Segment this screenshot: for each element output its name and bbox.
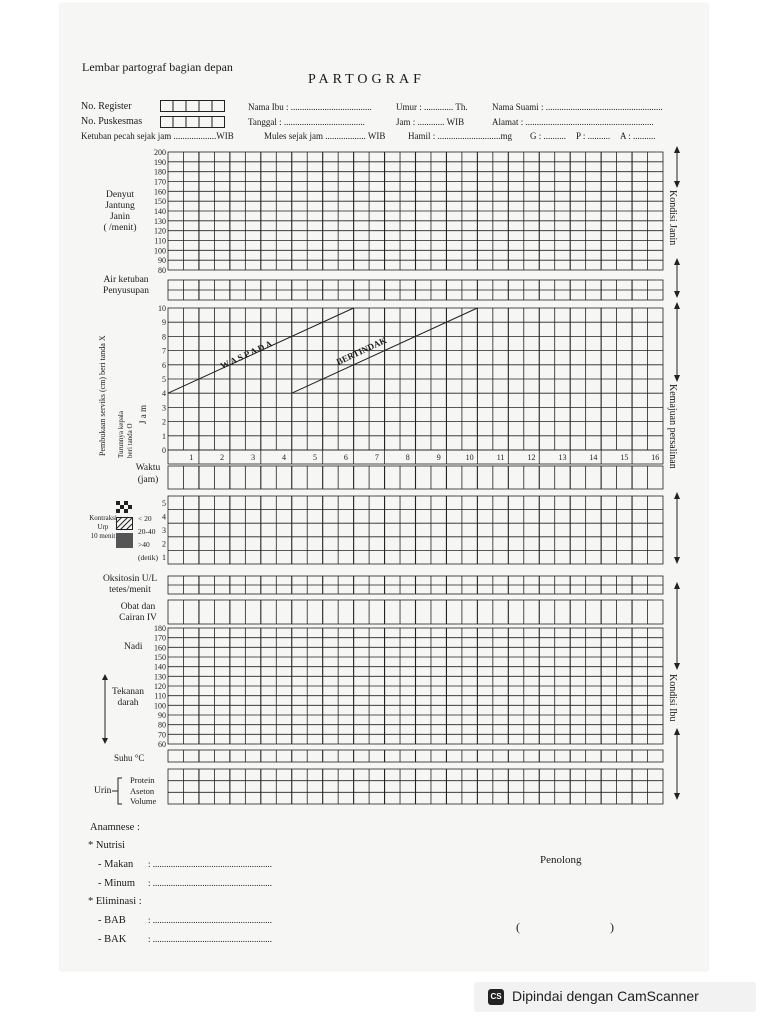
urin-grid xyxy=(168,769,663,804)
djj-tick: 190 xyxy=(154,157,166,167)
oksitosin-label: Oksitosin U/L tetes/menit xyxy=(102,574,158,595)
bab-label: - BAB xyxy=(98,915,126,926)
nutrisi-label: * Nutrisi xyxy=(88,840,126,851)
tekanan-darah-label: Tekanan darah xyxy=(111,687,145,708)
cervix-tick: 9 xyxy=(162,318,166,328)
djj-tick: 120 xyxy=(154,226,166,236)
kemajuan-arrow-bottom-tail xyxy=(674,557,680,564)
kontraksi-tick: 4 xyxy=(162,512,166,522)
signature-paren-open: ( xyxy=(516,920,520,934)
djj-tick: 180 xyxy=(154,167,166,177)
ibu-arrow-bottom-head xyxy=(674,728,680,735)
djj-tick: 130 xyxy=(154,216,166,226)
hour-label: 6 xyxy=(343,453,348,462)
janin-arrow-bottom-head xyxy=(674,258,680,265)
hour-label: 12 xyxy=(527,453,536,462)
djj-tick: 140 xyxy=(154,207,166,216)
djj-label: Denyut Jantung Janin ( /menit) xyxy=(103,190,137,233)
bp-tick: 90 xyxy=(158,711,166,720)
bp-tick: 110 xyxy=(154,691,166,701)
ibu-arrow-top-tail xyxy=(674,663,680,670)
janin-arrow-top-head xyxy=(674,146,680,153)
djj-grid xyxy=(168,152,663,270)
minum-field[interactable]: : ..................................................... xyxy=(148,878,273,888)
djj-tick: 110 xyxy=(154,236,166,246)
djj-tick: 80 xyxy=(158,266,166,275)
kontraksi-label: Kontraksi Urp 10 menit xyxy=(89,514,117,540)
djj-tick: 170 xyxy=(154,177,166,187)
waktu-label: Waktu (jam) xyxy=(135,463,161,485)
bp-tick: 140 xyxy=(154,662,166,672)
kontraksi-grid xyxy=(168,496,663,564)
waspada-label: W A S P A D A xyxy=(218,338,274,372)
cervix-tick: 8 xyxy=(162,332,166,342)
urin-items: Protein Aseton Volume xyxy=(130,775,157,806)
cervix-tick: 2 xyxy=(162,417,166,427)
jam-field[interactable]: Jam : ............ WIB xyxy=(396,117,465,127)
mules-field[interactable]: Mules sejak jam .................. WIB xyxy=(264,131,386,141)
kondisi-ibu-label: Kondisi Ibu xyxy=(667,674,678,722)
makan-label: - Makan xyxy=(98,859,134,870)
hour-label: 14 xyxy=(589,453,598,462)
bp-tick: 70 xyxy=(158,730,166,740)
nama-suami-field[interactable]: Nama Suami : .................................................... xyxy=(492,102,663,112)
cervix-tick: 6 xyxy=(162,360,166,370)
urin-bracket-icon xyxy=(112,776,132,806)
hour-label: 13 xyxy=(558,453,567,462)
minum-label: - Minum xyxy=(98,878,136,889)
djj-tick: 100 xyxy=(154,246,166,256)
air-ketuban-label: Air ketuban Penyusupan xyxy=(103,275,149,296)
obat-grid xyxy=(168,600,663,624)
djj-tick: 160 xyxy=(154,187,166,197)
oksitosin-grid xyxy=(168,576,663,594)
cervix-tick: 7 xyxy=(162,346,166,356)
hour-label: 4 xyxy=(282,453,287,462)
hour-label: 2 xyxy=(220,453,225,462)
jam-vertical-label: J a m xyxy=(138,405,148,424)
bak-label: - BAK xyxy=(98,934,127,945)
bab-field[interactable]: : ..................................................... xyxy=(148,915,273,925)
bertindak-label: BERTINDAK xyxy=(334,335,389,368)
kontraksi-tick: 1 xyxy=(162,553,166,563)
bp-tick: 130 xyxy=(154,672,166,682)
bp-arrow-icon xyxy=(100,674,110,744)
bp-tick: 160 xyxy=(154,643,166,653)
kemajuan-arrow-bottom-head xyxy=(674,492,680,499)
sheet-title: Lembar partograf bagian depan xyxy=(82,60,233,74)
djj-tick: 90 xyxy=(158,256,166,266)
hour-label: 15 xyxy=(620,453,629,462)
camscanner-badge xyxy=(474,982,756,1012)
cervix-tick: 10 xyxy=(158,304,166,313)
penolong-label: Penolong xyxy=(540,854,582,866)
makan-field[interactable]: : ..................................................... xyxy=(148,859,273,869)
a-field[interactable]: A : .......... xyxy=(620,131,656,141)
nama-ibu-field[interactable]: Nama Ibu : .................................... xyxy=(248,102,372,112)
document-page xyxy=(60,4,708,970)
janin-arrow-bottom-tail xyxy=(674,291,680,298)
hour-label: 3 xyxy=(251,453,256,462)
djj-tick: 150 xyxy=(154,197,166,207)
hour-label: 8 xyxy=(405,453,410,462)
cervix-tick: 0 xyxy=(162,446,166,455)
no-puskesmas-label: No. Puskesmas xyxy=(81,116,143,127)
eliminasi-label: * Eliminasi : xyxy=(88,896,142,907)
hour-label: 5 xyxy=(312,453,317,462)
camscanner-logo-icon: CS xyxy=(488,989,504,1005)
hour-label: 10 xyxy=(465,453,474,462)
pembukaan-label: Pembukaan serviks (cm) beri tanda X xyxy=(98,335,107,456)
bp-tick: 150 xyxy=(154,653,166,662)
partograph-grids xyxy=(60,4,708,970)
nadi-bp-grid xyxy=(168,628,663,744)
kontraksi-legend: < 20 20-40 >40 (detik) xyxy=(138,514,158,562)
turunnya-label: Turunnya kepala beri tanda O xyxy=(117,411,134,458)
hamil-field[interactable]: Hamil : ............................mg xyxy=(408,131,512,141)
bp-tick: 170 xyxy=(154,633,166,643)
umur-field[interactable]: Umur : ............. Th. xyxy=(396,102,468,112)
ibu-arrow-top-head xyxy=(674,582,680,589)
suhu-label: Suhu °C xyxy=(114,753,145,763)
signature-paren-close: ) xyxy=(610,920,614,934)
bp-tick: 100 xyxy=(154,701,166,711)
g-field[interactable]: G : .......... xyxy=(530,131,566,141)
bp-tick: 80 xyxy=(158,720,166,730)
hour-label: 7 xyxy=(374,453,379,462)
kemajuan-arrow-top-head xyxy=(674,302,680,309)
air-ketuban-grid xyxy=(168,280,663,300)
p-field[interactable]: P : .......... xyxy=(576,131,611,141)
kondisi-janin-label: Kondisi Janin xyxy=(667,190,678,246)
cervix-tick: 5 xyxy=(162,375,166,384)
hour-label: 11 xyxy=(496,453,505,462)
cervix-tick: 3 xyxy=(162,403,166,413)
janin-arrow-top-tail xyxy=(674,181,680,188)
kontraksi-tick: 3 xyxy=(162,526,166,535)
suhu-grid xyxy=(168,750,663,762)
bp-tick: 120 xyxy=(154,682,166,691)
obat-label: Obat dan Cairan IV xyxy=(119,602,157,623)
kontraksi-tick: 2 xyxy=(162,539,166,549)
kemajuan-persalinan-label: Kemajuan persalinan xyxy=(667,384,678,469)
cervix-tick: 1 xyxy=(162,431,166,441)
ibu-arrow-bottom-tail xyxy=(674,793,680,800)
djj-tick: 200 xyxy=(154,148,166,157)
bp-tick: 180 xyxy=(154,624,166,633)
kontraksi-tick: 5 xyxy=(162,498,166,508)
waktu-grid xyxy=(168,466,663,489)
bp-tick: 60 xyxy=(158,740,166,749)
ketuban-field[interactable]: Ketuban pecah sejak jam ...................WIB xyxy=(81,131,234,141)
kemajuan-arrow-top-tail xyxy=(674,375,680,382)
cervix-grid xyxy=(168,308,663,450)
nadi-label: Nadi xyxy=(124,642,143,652)
kontraksi-legend-icons xyxy=(114,500,136,554)
form-title: PARTOGRAF xyxy=(308,72,425,87)
urin-label: Urin xyxy=(94,786,112,796)
anamnese-label: Anamnese : xyxy=(90,822,140,833)
hour-label: 16 xyxy=(651,453,660,462)
hour-label: 9 xyxy=(436,453,441,462)
cervix-tick: 4 xyxy=(162,389,166,399)
hour-label: 1 xyxy=(189,453,194,462)
camscanner-text: Dipindai dengan CamScanner xyxy=(512,988,699,1004)
bak-field[interactable]: : ..................................................... xyxy=(148,934,273,944)
tanggal-field[interactable]: Tanggal : .................................... xyxy=(248,117,365,127)
alamat-field[interactable]: Alamat : ......................................................... xyxy=(492,117,654,127)
no-register-label: No. Register xyxy=(81,101,132,112)
